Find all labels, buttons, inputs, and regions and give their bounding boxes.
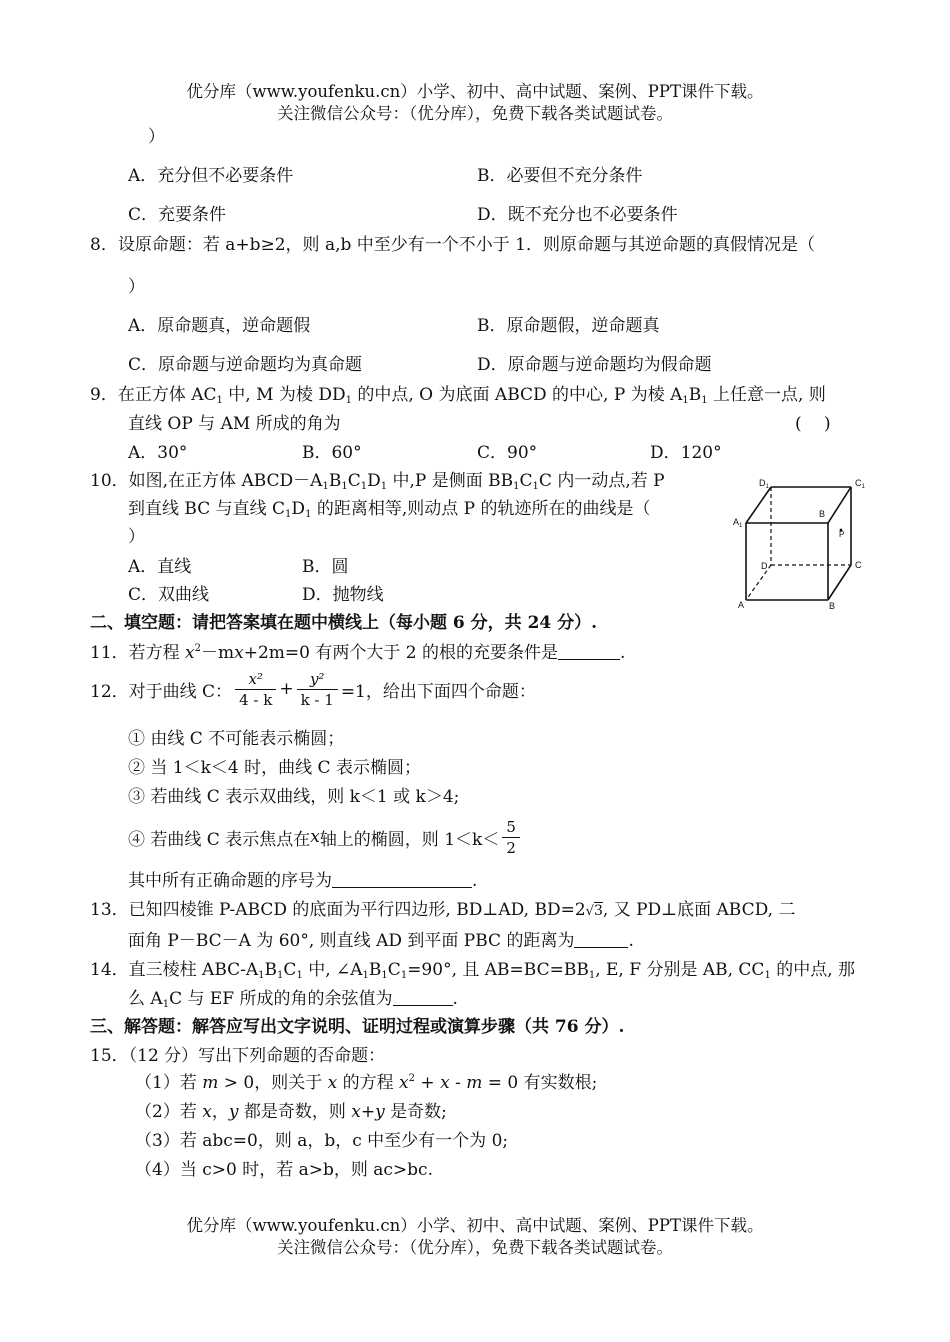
q9-option-c: C．90°: [477, 443, 538, 463]
q7-option-d: D．既不充分也不必要条件: [477, 205, 678, 225]
subscript: 1: [380, 481, 388, 492]
q13-line-2: [128, 926, 634, 951]
q15-text: = 0 有实数根;: [482, 1073, 598, 1093]
q11-text: 若方程: [128, 643, 186, 663]
edge-c1b1: [828, 487, 851, 523]
label-a: A: [738, 600, 745, 610]
q7-option-a: A．充分但不必要条件: [128, 166, 294, 186]
q13-text: , 又 PD⊥底面 ABCD, 二: [602, 900, 796, 920]
q15-text: （2）若: [135, 1102, 203, 1122]
q15-text: +: [415, 1073, 441, 1093]
q9-line-1: [90, 380, 826, 406]
var-xy: x+y: [351, 1102, 385, 1122]
label-d: D: [761, 561, 768, 571]
q10-number: 10．: [90, 471, 129, 491]
q15-item-3: （3）若 abc=0，则 a，b，c 中至少有一个为 0;: [135, 1131, 509, 1151]
q13-answer-blank: [574, 931, 628, 948]
var-x: x: [399, 1073, 409, 1093]
subscript: 1: [360, 481, 368, 492]
subscript: 1: [305, 509, 312, 520]
q9-paren: ( ): [795, 414, 831, 434]
subscript: 1: [513, 481, 520, 492]
q13-text: 已知四棱锥 P-ABCD 的底面为平行四边形, BD⊥AD, BD=2: [128, 900, 586, 920]
subscript: 1: [322, 481, 329, 492]
subscript: 1: [532, 481, 539, 492]
q13-text: 面角 P－BC－A 为 60°, 则直线 AD 到平面 PBC 的距离为: [128, 931, 575, 951]
q11-number: 11．: [90, 643, 129, 663]
q8-option-a: A．原命题真，逆命题假: [128, 316, 311, 336]
q9-option-d: D．120°: [650, 443, 722, 463]
footer-line-1: 优分库（www.youfenku.cn）小学、初中、高中试题、案例、PPT课件下载。: [186, 1216, 764, 1235]
q10-text: 中,P 是侧面 BB: [387, 471, 514, 491]
q14-line-1: [90, 955, 855, 981]
q12-tail: [128, 866, 477, 891]
q10-text: B: [328, 471, 342, 491]
subscript: 1: [296, 970, 303, 981]
q14-text: 直三棱柱 ABC-A: [128, 960, 259, 980]
q11-text: +2m=0 有两个大于 2 的根的充要条件是: [243, 643, 559, 663]
fraction-y2: [297, 669, 338, 710]
q9-text: 在正方体 AC: [117, 385, 217, 405]
q12-text: 对于曲线 C：: [128, 681, 233, 702]
q10-text: 到直线 BC 与直线 C: [128, 499, 286, 519]
q10-paren: ）: [128, 527, 145, 547]
q15-item-1: [135, 1068, 597, 1093]
var-x: x: [185, 643, 195, 663]
var-y: y: [228, 1102, 239, 1122]
subscript: 1: [345, 395, 352, 406]
section-2-text: 二、填空题：请把答案填在题中横线上（每小题 6 分，共 24 分）.: [90, 613, 598, 633]
q15-text: （1）若: [135, 1073, 203, 1093]
q9-text: 中, M 为棱 DD: [222, 385, 346, 405]
q15-text: ，: [211, 1102, 229, 1122]
q10-text: C: [347, 471, 361, 491]
q13-end: .: [628, 931, 634, 951]
q15-text: （12 分）写出下列命题的否命题：: [128, 1046, 386, 1066]
label-c1: $C_1$: [855, 478, 865, 490]
q12-text: 其中所有正确命题的序号为: [128, 871, 332, 891]
q9-option-b: B．60°: [302, 443, 362, 463]
fraction-x2: [235, 669, 276, 710]
q12-text: ④ 若曲线 C 表示焦点在: [128, 829, 311, 850]
q15-text: 的方程: [337, 1073, 400, 1093]
q9-text: B: [688, 385, 702, 405]
fraction-denominator: k - 1: [300, 690, 334, 709]
q14-text: 中, ∠A: [302, 960, 363, 980]
q14-text: 的中点, 那: [770, 960, 856, 980]
q8-option-c: C．原命题与逆命题均为真命题: [128, 355, 363, 375]
q10-text: 的距离相等,则动点 P 的轨迹所在的曲线是（: [311, 499, 651, 519]
subscript: 1: [764, 970, 771, 981]
cube-figure: [728, 470, 878, 618]
q10-line-2: [128, 494, 651, 520]
q10-text: C 内一动点,若 P: [538, 471, 665, 491]
subscript: 1: [362, 970, 369, 981]
fraction-denominator: 2: [506, 838, 516, 857]
q15-text: 都是奇数，则: [238, 1102, 352, 1122]
subscript: 1: [341, 481, 348, 492]
q11-answer-blank: [558, 643, 620, 660]
q11-text: －m: [201, 643, 235, 663]
var-x: x: [327, 1073, 338, 1093]
q11-end: .: [620, 643, 626, 663]
q12-proposition-4: [128, 812, 523, 862]
q12-end: .: [472, 871, 478, 891]
section-3-text: 三、解答题：解答应写出文字说明、证明过程或演算步骤（共 76 分）.: [90, 1017, 625, 1037]
fraction-denominator: 4 - k: [239, 690, 273, 709]
q13-number: 13．: [90, 900, 129, 920]
footer-line-2: 关注微信公众号：（优分库），免费下载各类试题试卷。: [277, 1238, 673, 1257]
q9-line-2: 直线 OP 与 AM 所成的角为: [128, 414, 341, 434]
section-2-heading: [90, 608, 597, 633]
q8-paren: ）: [128, 277, 145, 297]
q15-text: > 0，则关于: [218, 1073, 328, 1093]
q15-stem: [90, 1041, 385, 1066]
q10-option-c: C．双曲线: [128, 585, 210, 605]
label-p: P: [839, 530, 845, 539]
edge-bc: [828, 565, 851, 600]
label-c: C: [855, 560, 862, 570]
q14-end: .: [452, 989, 458, 1009]
q9-text: 的中点, O 为底面 ABCD 的中心, P 为棱 A: [351, 385, 683, 405]
label-b: B: [829, 601, 836, 611]
header-line-2: 关注微信公众号：（优分库），免费下载各类试题试卷。: [277, 104, 673, 123]
q14-answer-blank: [393, 989, 453, 1006]
var-x: x: [440, 1073, 450, 1093]
sqrt-radicand: 3: [593, 903, 603, 919]
q12-number: 12．: [90, 681, 129, 702]
var-m: m: [466, 1073, 483, 1093]
q10-option-b: B．圆: [302, 557, 349, 577]
q10-line-1: [90, 466, 665, 492]
q10-text: 如图,在正方体 ABCD－A: [128, 471, 323, 491]
label-d1: $D_1$: [759, 478, 769, 490]
q9-text: 上任意一点, 则: [707, 385, 826, 405]
subscript: 1: [162, 999, 170, 1010]
sqrt-sign: √: [585, 904, 594, 919]
subscript: 1: [216, 395, 223, 406]
q8-option-d: D．原命题与逆命题均为假命题: [477, 355, 712, 375]
header-line-1: 优分库（www.youfenku.cn）小学、初中、高中试题、案例、PPT课件下载。: [186, 82, 764, 101]
edge-d1a1: [746, 487, 771, 523]
fraction-numerator: 5: [502, 817, 520, 838]
q14-text: 么 A: [128, 989, 163, 1009]
fraction-numerator: x²: [235, 669, 276, 690]
fraction-5-2: [502, 817, 520, 858]
label-b1: B: [819, 509, 826, 519]
q14-line-2: [128, 984, 458, 1010]
q12-proposition-2: ② 当 1＜k＜4 时，曲线 C 表示椭圆；: [128, 758, 421, 778]
q14-number: 14．: [90, 960, 129, 980]
q7-option-c: C．充要条件: [128, 205, 227, 225]
q8-stem: 8．设原命题：若 a+b≥2，则 a,b 中至少有一个不小于 1．则原命题与其逆命题的真假情况是（: [90, 235, 815, 255]
subscript: 1: [701, 395, 708, 406]
subscript: 1: [588, 970, 596, 981]
section-3-heading: [90, 1012, 624, 1037]
q12-line-1: [90, 666, 536, 712]
subscript: 1: [277, 970, 284, 981]
q14-text: =90°, 且 AB=BC=BB: [407, 960, 589, 980]
q15-item-2: [135, 1097, 447, 1122]
q12-proposition-3: ③ 若曲线 C 表示双曲线，则 k＜1 或 k＞4;: [128, 787, 460, 807]
var-x: x: [310, 827, 320, 847]
q15-item-4: （4）当 c>0 时，若 a>b，则 ac>bc.: [135, 1160, 433, 1180]
q15-number: 15．: [90, 1046, 129, 1066]
var-x: x: [202, 1102, 212, 1122]
q15-text: -: [449, 1073, 467, 1093]
label-a1: $A_1$: [733, 517, 743, 529]
q12-proposition-1: ① 由线 C 不可能表示椭圆；: [128, 729, 345, 749]
q9-number: 9．: [90, 385, 118, 405]
q7-option-b: B．必要但不充分条件: [477, 166, 643, 186]
q9-option-a: A．30°: [128, 443, 188, 463]
superscript: 2: [408, 1073, 416, 1084]
subscript: 1: [381, 970, 388, 981]
q14-text: C: [283, 960, 297, 980]
superscript: 2: [194, 643, 202, 654]
var-x: x: [234, 643, 244, 663]
q10-text: D: [367, 471, 381, 491]
subscript: 1: [285, 509, 292, 520]
var-m: m: [202, 1073, 219, 1093]
q12-answer-blank: [332, 871, 472, 888]
q12-text: 轴上的椭圆，则 1＜k＜: [319, 829, 500, 850]
q10-option-d: D．抛物线: [302, 585, 384, 605]
subscript: 1: [682, 395, 689, 406]
q10-option-a: A．直线: [128, 557, 192, 577]
q14-text: C: [387, 960, 401, 980]
subscript: 1: [400, 970, 408, 981]
q13-line-1: [90, 895, 795, 920]
q14-text: B: [368, 960, 382, 980]
q14-text: , E, F 分别是 AB, CC: [595, 960, 765, 980]
q15-text: 是奇数;: [384, 1102, 447, 1122]
q10-text: C: [519, 471, 533, 491]
q14-text: C 与 EF 所成的角的余弦值为: [169, 989, 393, 1009]
q10-text: D: [291, 499, 306, 519]
fraction-numerator: y²: [297, 669, 338, 690]
q11-line: [90, 638, 625, 663]
plus-sign: +: [279, 679, 294, 699]
q8-option-b: B．原命题假，逆命题真: [477, 316, 660, 336]
q14-text: B: [264, 960, 278, 980]
subscript: 1: [258, 970, 265, 981]
q7-paren: ）: [148, 127, 165, 147]
q12-text: =1，给出下面四个命题：: [340, 681, 536, 702]
